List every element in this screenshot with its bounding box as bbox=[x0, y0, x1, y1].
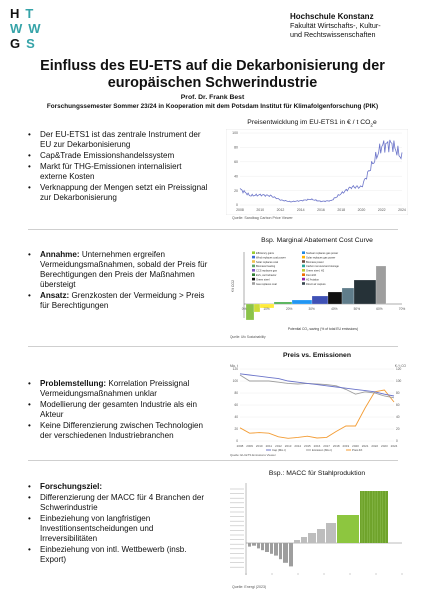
section1-bullet: • Markt für THG-Emissionen internalisiert externe Kosten bbox=[28, 162, 208, 182]
chart4-source: Quelle: Energi (2023) bbox=[232, 585, 267, 589]
chart4-neg-bar bbox=[289, 543, 293, 566]
chart3-y-right-unit: € / t CO bbox=[395, 364, 406, 368]
title-line1: Einfluss des EU-ETS auf die Dekarbonisierung der bbox=[40, 58, 385, 74]
chart1-x-tick: 2024 bbox=[398, 208, 406, 212]
htwg-logo: HT WW GS bbox=[10, 6, 47, 51]
section2-bullets bbox=[28, 250, 208, 312]
chart3-source: Quelle: EU-ETS Emissions Viewer bbox=[230, 453, 276, 457]
chart2-legend-swatch bbox=[302, 256, 305, 259]
chart2-legend-swatch bbox=[302, 260, 305, 263]
chart2-legend-swatch bbox=[252, 260, 255, 263]
chart3-x-tick: 2017 bbox=[323, 444, 330, 448]
chart2-title: Bsp. Marginal Abatement Cost Curve bbox=[261, 237, 373, 244]
chart2-legend-swatch bbox=[252, 265, 255, 268]
chart2-legend-label: EVs, car behavior bbox=[256, 274, 277, 277]
chart3-x-tick: 2009 bbox=[246, 444, 253, 448]
chart2-bar bbox=[328, 292, 342, 304]
chart3-x-tick: 2024 bbox=[390, 444, 398, 448]
chart1-x-tick: 2018 bbox=[337, 208, 346, 212]
chart2-legend-label: Biomass heating bbox=[256, 265, 276, 269]
chart2-x-tick: 60% bbox=[376, 307, 383, 311]
chart1-x-tick: 2010 bbox=[256, 208, 265, 212]
chart4-pos-bar bbox=[326, 523, 336, 543]
chart4-pos-bar bbox=[301, 537, 307, 543]
chart3-x-tick: 2021 bbox=[361, 444, 369, 448]
chart3-y-tick: 20 bbox=[234, 427, 238, 432]
institution-line3: und Rechtswissenschaften bbox=[290, 30, 376, 39]
chart2-bar bbox=[342, 288, 354, 304]
chart1-x-tick: 2022 bbox=[377, 208, 386, 212]
macc-chart bbox=[226, 246, 408, 342]
chart3-y-tick-right: 0 bbox=[396, 439, 398, 444]
chart3-title: Preis vs. Emissionen bbox=[282, 352, 351, 359]
chart3-legend-label: Cap (Mio t) bbox=[272, 448, 286, 452]
chart3-x-tick: 2014 bbox=[294, 444, 302, 448]
chart4-pos-bar bbox=[294, 540, 300, 543]
chart2-legend-swatch bbox=[252, 256, 255, 259]
institution-name: Hochschule Konstanz bbox=[290, 12, 374, 21]
chart2-legend-label: Direct air capture bbox=[306, 282, 326, 286]
chart2-legend-swatch bbox=[302, 282, 305, 285]
chart1-x-tick: 2016 bbox=[317, 208, 325, 212]
chart3-x-tick: 2019 bbox=[342, 444, 350, 448]
chart2-legend-label: Green steel bbox=[256, 278, 270, 282]
chart2-bar bbox=[354, 280, 376, 304]
chart3-y-tick-right: 100 bbox=[396, 379, 402, 384]
chart1-x-tick: 2008 bbox=[236, 208, 244, 212]
chart1-y-tick: 0 bbox=[236, 203, 238, 208]
chart3-y-tick: 100 bbox=[232, 379, 238, 384]
chart3-x-tick: 2012 bbox=[275, 444, 282, 448]
chart2-legend-label: Green steel, H2 bbox=[306, 269, 325, 273]
chart2-legend-label: Solar replaces gas power bbox=[306, 256, 336, 260]
chart2-legend-swatch bbox=[302, 269, 305, 272]
section4-bullet: • Einbeziehung von langfristigen Investitionsentscheidungen und Irreversibilitäten bbox=[28, 514, 208, 544]
chart2-legend-label: H2 Aviation bbox=[306, 278, 320, 282]
section4-bullet: • Differenzierung der MACC für 4 Branchen der Schwerindustrie bbox=[28, 493, 208, 513]
chart2-legend-swatch bbox=[302, 278, 305, 281]
chart2-legend-swatch bbox=[252, 273, 255, 276]
chart3-y-tick-right: 120 bbox=[396, 367, 402, 372]
chart1-y-tick: 20 bbox=[234, 188, 238, 193]
chart4-pos-bar bbox=[308, 533, 316, 543]
chart1-y-tick: 60 bbox=[234, 160, 238, 164]
chart1-y-tick: 40 bbox=[234, 174, 238, 179]
chart2-legend-label: CCS replaces gas bbox=[256, 269, 277, 273]
chart3-y-tick: 60 bbox=[234, 403, 238, 408]
price-chart bbox=[226, 129, 408, 215]
section1-bullet: • Verknappung der Mengen setzt ein Preissignal zur Dekarbonisierung bbox=[28, 183, 208, 203]
section3-bullet: • Keine Differenzierung zwischen Technologien der verschiedenen Industriebranchen bbox=[28, 421, 208, 441]
section4-bullet: • Einbeziehung von intl. Wettbewerb (insb. Export) bbox=[28, 545, 208, 565]
chart2-y-label: €/t CO2 bbox=[231, 279, 235, 293]
chart2-source: Quelle: Ufo Sustainability bbox=[230, 335, 266, 339]
chart2-x-tick: 40% bbox=[331, 307, 338, 311]
chart1-y-tick: 100 bbox=[232, 131, 238, 136]
poster-title bbox=[0, 58, 425, 92]
chart3-y-tick-right: 20 bbox=[396, 427, 400, 432]
chart2-x-tick: 10% bbox=[263, 307, 270, 311]
section1-bullet: • Cap&Trade Emissionshandelssystem bbox=[28, 151, 208, 161]
chart2-legend-label: Biomass power bbox=[306, 260, 324, 264]
title-line2: europäischen Schwerindustrie bbox=[107, 75, 318, 91]
chart4-neg-bar bbox=[270, 543, 273, 554]
chart4-neg-bar bbox=[279, 543, 282, 559]
author: Prof. Dr. Frank Best bbox=[180, 94, 245, 101]
chart3-y-tick-right: 80 bbox=[396, 391, 400, 396]
chart1-x-tick: 2012 bbox=[276, 208, 285, 212]
chart3-y-tick: 80 bbox=[234, 391, 238, 396]
chart4-pos-bar bbox=[317, 529, 325, 543]
chart4-neg-bar bbox=[257, 543, 260, 548]
price-emissions-chart bbox=[226, 361, 408, 457]
institution-block bbox=[290, 12, 415, 39]
chart3-y-tick-right: 60 bbox=[396, 403, 400, 408]
chart4-neg-bar bbox=[252, 543, 256, 546]
chart2-legend-label: Efficiency gains bbox=[256, 252, 274, 255]
chart2-bar bbox=[246, 304, 254, 320]
chart3-y-tick: 120 bbox=[232, 367, 238, 372]
chart2-legend-swatch bbox=[302, 273, 305, 276]
chart2-x-tick: 30% bbox=[308, 307, 315, 311]
chart3-x-tick: 2023 bbox=[381, 444, 388, 448]
chart2-x-tick: 70% bbox=[398, 307, 406, 311]
chart3-y-tick: 0 bbox=[236, 439, 238, 444]
section4-bullets bbox=[28, 482, 208, 566]
bullet-label: Annahme: bbox=[40, 250, 80, 259]
chart3-y-tick: 40 bbox=[234, 415, 238, 420]
chart3-legend-label: Preis €/t bbox=[352, 448, 363, 452]
chart4-title: Bsp.: MACC für Stahlproduktion bbox=[268, 470, 366, 477]
chart2-legend-label: Wind replaces coal power bbox=[256, 256, 286, 260]
chart2-legend-label: Gas replaces coal bbox=[256, 282, 277, 286]
bullet-label: Ansatz: bbox=[40, 291, 70, 300]
chart1-source: Quelle: Sandbag Carbon Price Viewer bbox=[232, 216, 293, 220]
chart4-neg-bar bbox=[274, 543, 278, 556]
chart1-title: Preisentwicklung im EU-ETS1 in € / t $CO_2e$ bbox=[247, 119, 377, 128]
section1-bullets bbox=[28, 130, 208, 204]
chart3-legend-label: Emission (Mio t) bbox=[312, 448, 333, 452]
chart1-frame bbox=[226, 129, 408, 215]
divider-3 bbox=[28, 460, 398, 461]
chart4-neg-bar bbox=[283, 543, 288, 563]
chart2-x-tick: 0% bbox=[241, 307, 247, 311]
chart3-x-tick: 2020 bbox=[352, 444, 359, 448]
chart2-legend-swatch bbox=[302, 251, 305, 254]
section3-bullet: • Problemstellung: Korrelation Preissignal Vermeidungsmaßnahmen unklar bbox=[28, 379, 208, 399]
chart2-legend-swatch bbox=[252, 251, 255, 254]
chart2-legend-swatch bbox=[302, 265, 305, 268]
divider-1 bbox=[28, 229, 398, 230]
chart3-x-tick: 2008 bbox=[236, 444, 244, 448]
divider-2 bbox=[28, 346, 398, 347]
chart3-x-tick: 2015 bbox=[304, 444, 311, 448]
chart2-legend-swatch bbox=[252, 278, 255, 281]
chart4-green-bar-large bbox=[360, 491, 388, 543]
section1-bullet: • Der EU-ETS1 ist das zentrale Instrument der EU zur Dekarbonisierung bbox=[28, 130, 208, 150]
chart3-y-tick-right: 40 bbox=[396, 415, 400, 420]
chart3-x-tick: 2016 bbox=[313, 444, 321, 448]
chart2-bar bbox=[274, 302, 292, 304]
chart3-y-left-unit: Mio. t bbox=[230, 364, 238, 368]
chart2-bar bbox=[254, 304, 260, 312]
section4-bullet bbox=[28, 482, 208, 492]
chart4-green-bar bbox=[337, 515, 359, 543]
chart2-x-tick: 50% bbox=[353, 307, 361, 311]
chart2-legend-swatch bbox=[252, 269, 255, 272]
institution-line2: Fakultät Wirtschafts-, Kultur- bbox=[290, 21, 381, 30]
chart2-x-label: Potential CO₂ saving (% of total EU emissions) bbox=[287, 327, 359, 331]
chart2-bar bbox=[312, 296, 328, 304]
chart1-x-tick: 2020 bbox=[357, 208, 366, 212]
subtitle: Forschungssemester Sommer 23/24 in Kooperation mit dem Potsdam Institut für Klimafolgenforschung (PIK) bbox=[46, 103, 379, 110]
chart2-legend-label: Carbon removal and storage bbox=[306, 265, 339, 269]
chart2-bar bbox=[292, 300, 312, 304]
chart3-x-tick: 2018 bbox=[332, 444, 340, 448]
chart4-neg-bar bbox=[265, 543, 269, 552]
chart2-bar bbox=[376, 266, 386, 304]
chart1-x-tick: 2014 bbox=[296, 208, 305, 212]
chart2-legend-swatch bbox=[252, 282, 255, 285]
chart4-neg-bar bbox=[261, 543, 264, 550]
section3-bullets bbox=[28, 379, 208, 442]
bullet-label: Problemstellung: bbox=[40, 379, 107, 388]
chart3-x-tick: 2013 bbox=[284, 444, 292, 448]
chart3-x-tick: 2010 bbox=[255, 444, 263, 448]
chart2-legend-label: Solar replaces coal bbox=[256, 260, 279, 264]
section2-bullet: • Annahme: Unternehmen ergreifen Vermeidungsmaßnahmen, sobald der Preis für Berechtigungen den Preis der Maßnahmen übersteigt bbox=[28, 250, 208, 290]
chart4-neg-bar bbox=[248, 543, 251, 547]
section3-bullet: • Modellierung der gesamten Industrie als ein Akteur bbox=[28, 400, 208, 420]
bullet-label: Forschungsziel: bbox=[40, 482, 103, 491]
chart2-legend-label: Nuclear replaces gas power bbox=[306, 252, 339, 255]
chart3-x-tick: 2022 bbox=[371, 444, 379, 448]
chart2-x-tick: 20% bbox=[285, 307, 293, 311]
chart1-y-tick: 80 bbox=[234, 145, 238, 150]
section2-bullet: • Ansatz: Grenzkosten der Vermeidung > Preis für Berechtigungen bbox=[28, 291, 208, 311]
chart2-legend-label: Diet shift bbox=[306, 274, 317, 277]
chart3-x-tick: 2011 bbox=[265, 444, 273, 448]
steel-macc-chart bbox=[226, 479, 408, 584]
